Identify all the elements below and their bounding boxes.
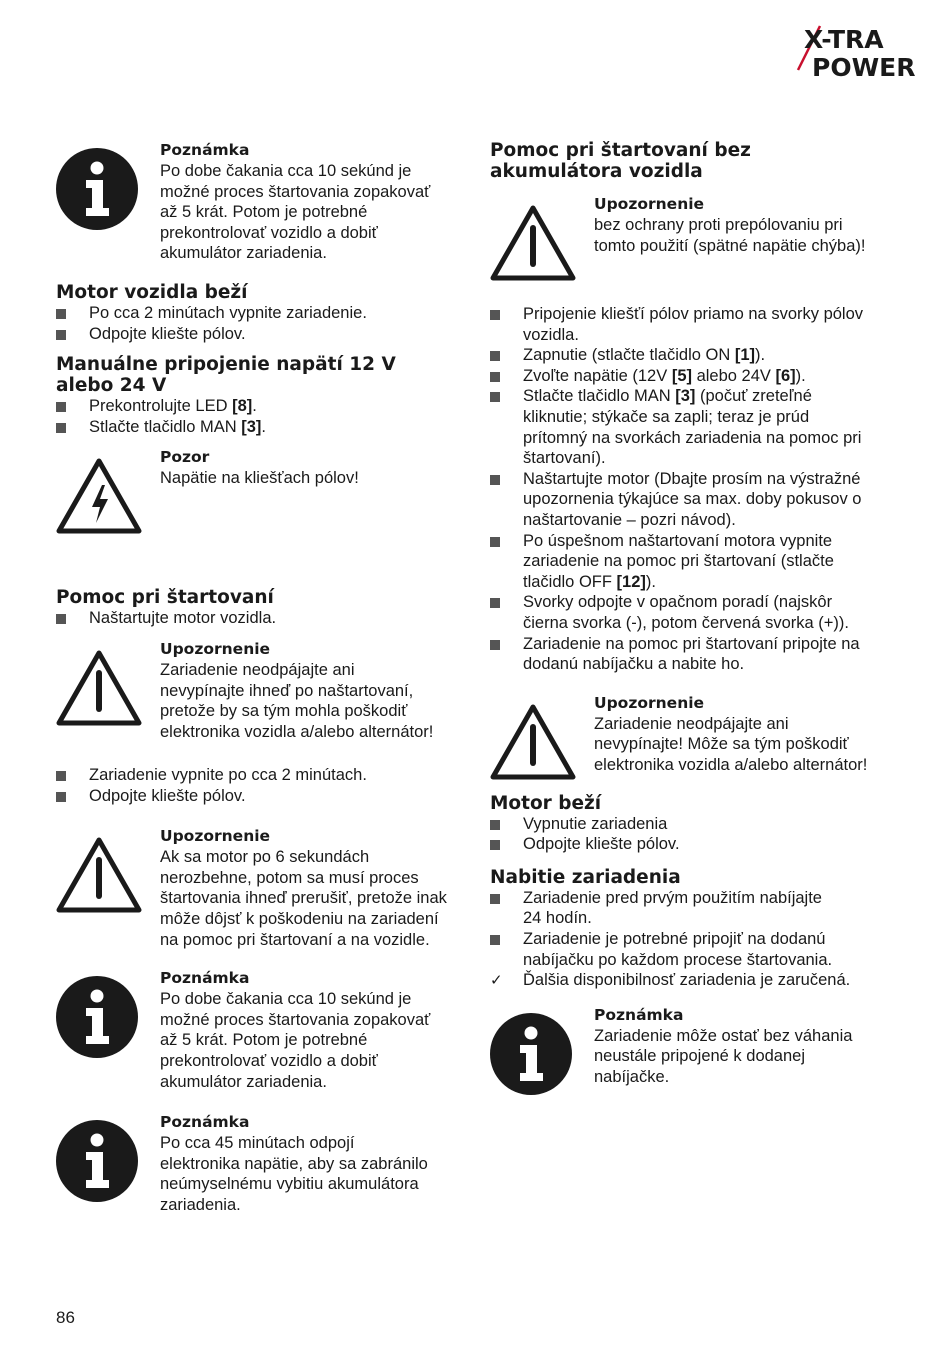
list-item-check: ✓ Ďalšia disponibilnosť zariadenia je zaručená. bbox=[490, 971, 851, 990]
bullet-list bbox=[56, 608, 476, 629]
warning-icon bbox=[56, 836, 142, 914]
left-column bbox=[56, 140, 476, 1222]
list-item: Stlačte tlačidlo MAN [3] (počuť zreteľné kliknutie; stýkače sa zapli; teraz je prúd prítomný na svorkách zariadenia na pomoc pri štartovaní). bbox=[490, 386, 910, 468]
list-item: Zariadenie vypnite po cca 2 minútach. bbox=[56, 765, 476, 786]
warning-text: Zariadenie neodpájajte ani nevypínajte! Môže sa tým poškodiť elektronika vozidla a/alebo alternátor! bbox=[594, 714, 868, 774]
warning-title: Upozornenie bbox=[594, 693, 705, 712]
warning-icon bbox=[56, 649, 142, 727]
info-icon bbox=[56, 1120, 138, 1202]
page-number: 86 bbox=[56, 1308, 75, 1327]
section-heading: Pomoc pri štartovaní bez akumulátora vozidla bbox=[490, 140, 751, 182]
info-icon bbox=[56, 976, 138, 1058]
high-voltage-icon bbox=[56, 457, 142, 535]
list-item: Naštartujte motor (Dbajte prosím na výstražné upozornenia týkajúce sa max. doby pokusov o naštartovanie – pozri návod). bbox=[490, 469, 910, 531]
note-text: Po dobe čakania cca 10 sekúnd je možné proces štartovania zopakovať až 5 krát. Potom je potrebné prekontrolovať vozidlo a dobiť akumulátor zariadenia. bbox=[160, 990, 431, 1091]
bullet-list bbox=[56, 765, 476, 806]
bullet-list bbox=[490, 304, 910, 675]
list-item: Naštartujte motor vozidla. bbox=[56, 608, 476, 629]
list-item: Zariadenie na pomoc pri štartovaní pripojte na dodanú nabíjačku a nabite ho. bbox=[490, 634, 910, 675]
note-text: Po cca 45 minútach odpojí elektronika napätie, aby sa zabránilo neúmyselnému vybitiu akumulátora zariadenia. bbox=[160, 1134, 428, 1214]
list-item: Odpojte kliešte pólov. bbox=[56, 786, 476, 807]
note-title: Poznámka bbox=[594, 1005, 684, 1024]
section-heading: Manuálne pripojenie napätí 12 V alebo 24 V bbox=[56, 354, 396, 397]
warning-title: Upozornenie bbox=[594, 195, 705, 213]
note-title: Poznámka bbox=[160, 969, 250, 988]
xtra-power-logo bbox=[792, 24, 932, 84]
warning-block bbox=[56, 826, 476, 968]
warning-block bbox=[490, 194, 910, 304]
warning-title: Upozornenie bbox=[160, 639, 271, 658]
warning-text: Ak sa motor po 6 sekundách nerozbehne, potom sa musí proces štartovania ihneď prerušiť, pretože inak môže dôjsť k poškodeniu na zariadení na pomoc pri štartovaní a na vozidle. bbox=[160, 848, 447, 949]
section-heading: Motor beží bbox=[490, 792, 602, 814]
warning-text: Zariadenie neodpájajte ani nevypínajte ihneď po naštartovaní, pretože by sa tým mohla poškodiť elektronika vozidla a/alebo alternátor! bbox=[160, 660, 434, 741]
bullet-list bbox=[56, 303, 476, 344]
caution-title: Pozor bbox=[160, 448, 210, 467]
logo-line1: X-TRA bbox=[804, 25, 884, 54]
logo-line2: POWER bbox=[812, 53, 916, 82]
note-text: Po dobe čakania cca 10 sekúnd je možné proces štartovania zopakovať až 5 krát. Potom je potrebné prekontrolovať vozidlo a dobiť akumulátor zariadenia. bbox=[160, 162, 431, 263]
warning-icon bbox=[490, 204, 576, 282]
warning-text: bez ochrany proti prepólovaniu pri tomto použití (spätné napätie chýba)! bbox=[594, 216, 866, 255]
info-icon bbox=[56, 148, 138, 230]
section-heading: Pomoc pri štartovaní bbox=[56, 587, 274, 609]
list-item: Vypnutie zariadenia bbox=[490, 814, 910, 835]
warning-icon bbox=[490, 703, 576, 781]
note-block bbox=[56, 140, 476, 270]
note-block bbox=[56, 1112, 476, 1222]
bullet-list bbox=[490, 888, 910, 991]
section-manual bbox=[56, 354, 476, 437]
note-block bbox=[490, 1005, 910, 1115]
list-item: Zapnutie (stlačte tlačidlo ON [1]). bbox=[490, 345, 910, 366]
caution-block bbox=[56, 447, 476, 587]
list-item: Odpojte kliešte pólov. bbox=[56, 324, 476, 345]
warning-block bbox=[490, 693, 910, 793]
section-pomoc bbox=[56, 587, 476, 629]
brand-logo bbox=[792, 24, 932, 84]
list-item: Po cca 2 minútach vypnite zariadenie. bbox=[56, 303, 476, 324]
section-heading: Motor vozidla beží bbox=[56, 282, 248, 303]
section-heading: Nabitie zariadenia bbox=[490, 866, 681, 888]
caution-text: Napätie na kliešťach pólov! bbox=[160, 469, 359, 488]
info-icon bbox=[490, 1013, 572, 1095]
right-column bbox=[490, 140, 910, 1115]
list-item: Po úspešnom naštartovaní motora vypnite zariadenie na pomoc pri štartovaní (stlačte tlačidlo OFF [12]). bbox=[490, 531, 910, 593]
section-motor-vozidla bbox=[56, 282, 476, 344]
bullet-list bbox=[56, 396, 476, 437]
section-motor-bezi bbox=[490, 793, 910, 855]
warning-title: Upozornenie bbox=[160, 827, 271, 846]
bullet-list bbox=[490, 814, 910, 855]
note-text: Zariadenie môže ostať bez váhania neustále pripojené k dodanej nabíjačke. bbox=[594, 1026, 853, 1087]
list-item: Svorky odpojte v opačnom poradí (najskôr čierna svorka (-), potom červená svorka (+)). bbox=[490, 592, 910, 633]
note-block bbox=[56, 968, 476, 1112]
note-title: Poznámka bbox=[160, 141, 250, 159]
note-title: Poznámka bbox=[160, 1113, 250, 1132]
list-item: Prekontrolujte LED [8]. bbox=[56, 396, 476, 417]
list-item: Stlačte tlačidlo MAN [3]. bbox=[56, 417, 476, 438]
checkmark-icon: ✓ bbox=[490, 971, 503, 990]
list-item: Odpojte kliešte pólov. bbox=[490, 834, 910, 855]
list-item: Zariadenie pred prvým použitím nabíjajte 24 hodín. bbox=[490, 888, 910, 929]
warning-block bbox=[56, 639, 476, 763]
section-nabitie bbox=[490, 867, 910, 991]
list-item: Pripojenie kliešťí pólov priamo na svorky pólov vozidla. bbox=[490, 304, 910, 345]
list-item: Zvoľte napätie (12V [5] alebo 24V [6]). bbox=[490, 366, 910, 387]
list-item: Zariadenie je potrebné pripojiť na dodanú nabíjačku po každom procese štartovania. bbox=[490, 929, 910, 970]
